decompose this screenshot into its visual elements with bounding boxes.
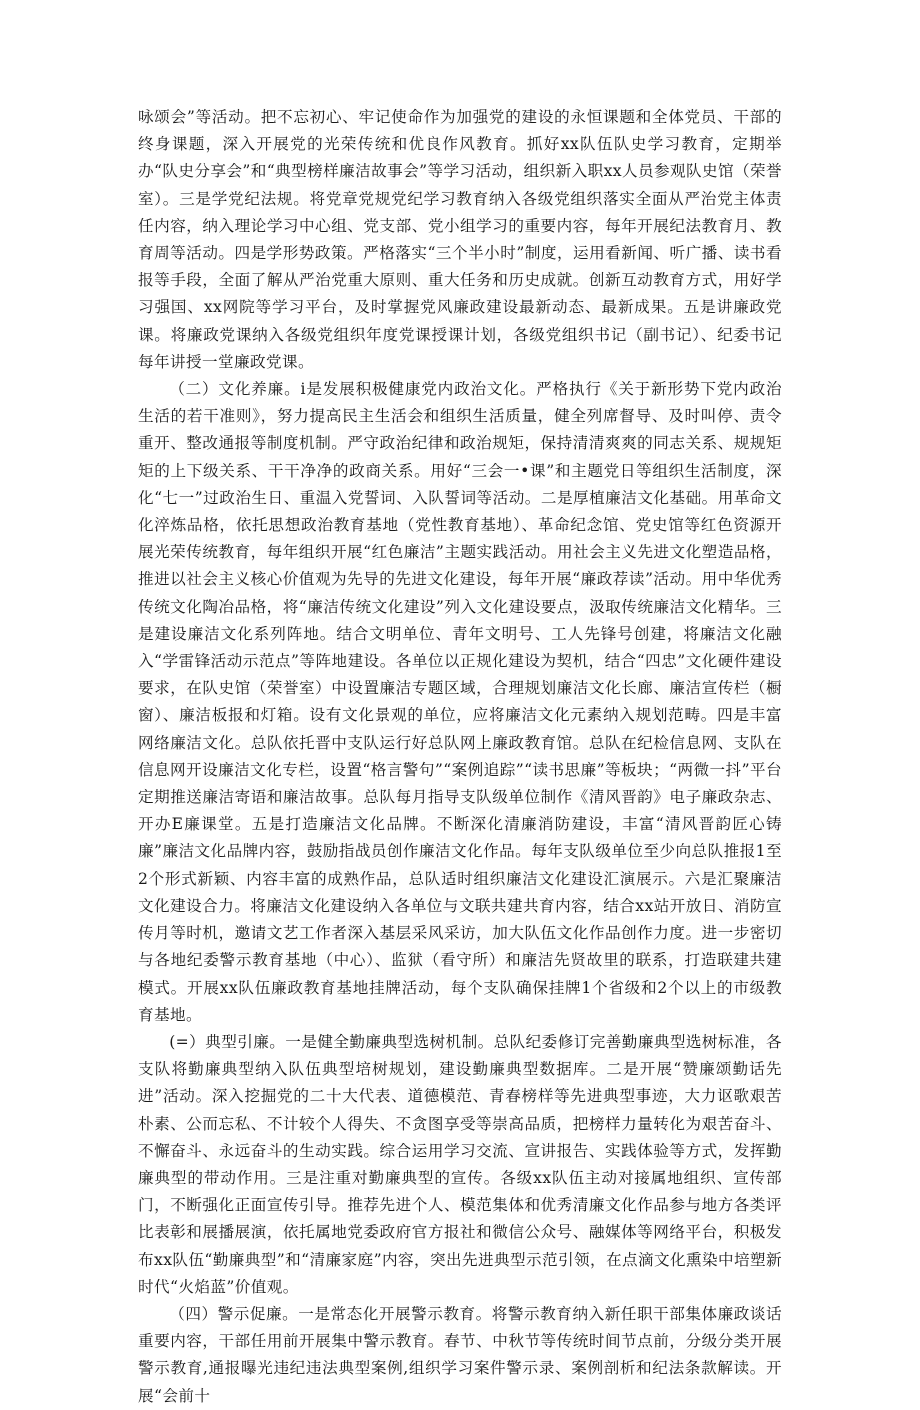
paragraph-culture-cultivates-integrity: （二）文化养廉。i是发展积极健康党内政治文化。严格执行《关于新形势下党内政治生活的若干准则》，努力提高民主生活会和组织生活质量，健全列席督导、及时叫停、责令重开、整改通报等制度机制。严守政治纪律和政治规矩，保持清清爽爽的同志关系、规规矩矩的上下级关系、干干净净的政商关系。用好“三会一•课”和主题党日等组织生活制度，深化“七一”过政治生日、重温入党誓词、入队誓词等活动。二是厚植廉洁文化基础。用革命文化淬炼品格，依托思想政治教育基地（党性教育基地）、革命纪念馆、党史馆等红色资源开展光荣传统教育，每年组织开展“红色廉洁”主题实践活动。用社会主义先进文化塑造品格，推进以社会主义核心价值观为先导的先进文化建设，每年开展“廉政荐读”活动。用中华优秀传统文化陶冶品格，将“廉洁传统文化建设”列入文化建设要点，汲取传统廉洁文化精华。三是建设廉洁文化系列阵地。结合文明单位、青年文明号、工人先锋号创建，将廉洁文化融入“学雷锋活动示范点”等阵地建设。各单位以正规化建设为契机，结合“四忠”文化硬件建设要求，在队史馆（荣誉室）中设置廉洁专题区域，合理规划廉洁文化长廊、廉洁宣传栏（橱窗）、廉洁板报和灯箱。设有文化景观的单位，应将廉洁文化元素纳入规划范畴。四是丰富网络廉洁文化。总队依托晋中支队运行好总队网上廉政教育馆。总队在纪检信息网、支队在信息网开设廉洁文化专栏，设置“格言警句”“案例追踪”“读书思廉”等板块；“两微一抖”平台定期推送廉洁寄语和廉洁故事。总队每月指导支队级单位制作《清风晋韵》电子廉政杂志、开办E廉课堂。五是打造廉洁文化品牌。不断深化清廉消防建设，丰富“清风晋韵匠心铸廉”廉洁文化品牌内容，鼓励指战员创作廉洁文化作品。每年支队级单位至少向总队推报1至2个形式新颖、内容丰富的成熟作品，总队适时组织廉洁文化建设汇演展示。六是汇聚廉洁文化建设合力。将廉洁文化建设纳入各单位与文联共建共育内容，结合xx站开放日、消防宣传月等时机，邀请文艺工作者深入基层采风采访，加大队伍文化作品创作力度。进一步密切与各地纪委警示教育基地（中心）、监狱（看守所）和廉洁先贤故里的联系，打造联建共建模式。开展xx队伍廉政教育基地挂牌活动，每个支队确保挂牌1个省级和2个以上的市级教育基地。 <box>138 380 782 1024</box>
paragraph-exemplars-guide-integrity: (=）典型引廉。一是健全勤廉典型选树机制。总队纪委修订完善勤廉典型选树标准，各支队将勤廉典型纳入队伍典型培树规划，建设勤廉典型数据库。二是开展“赞廉颂勤话先进”活动。深入挖掘党的二十大代表、道德模范、青春榜样等先进典型事迹，大力讴歌艰苦朴素、公而忘私、不计较个人得失、不贪图享受等崇高品质，把榜样力量转化为艰苦奋斗、不懈奋斗、永远奋斗的生动实践。综合运用学习交流、宣讲报告、实践体验等方式，发挥勤廉典型的带动作用。三是注重对勤廉典型的宣传。各级xx队伍主动对接属地组织、宣传部门，不断强化正面宣传引导。推荐先进个人、模范集体和优秀清廉文化作品参与地方各类评比表彰和展播展演，依托属地党委政府官方报社和微信公众号、融媒体等网络平台，积极发布xx队伍“勤廉典型”和“清廉家庭”内容，突出先进典型示范引领，在点滴文化熏染中培塑新时代“火焰蓝”价值观。 <box>138 1032 782 1296</box>
paragraph-warning-promotes-integrity: （四）警示促廉。一是常态化开展警示教育。将警示教育纳入新任职干部集体廉政谈话重要内容，干部任用前开展集中警示教育。春节、中秋节等传统时间节点前，分级分类开展警示教育,通报曝光违纪违法典型案例,组织学习案件警示录、案例剖析和纪法条款解读。开展“会前十 <box>138 1304 782 1405</box>
paragraph-study-party-discipline: 咏颂会”等活动。把不忘初心、牢记使命作为加强党的建设的永恒课题和全体党员、干部的终身课题，深入开展党的光荣传统和优良作风教育。抓好xx队伍队史学习教育，定期举办“队史分享会”和“典型榜样廉洁故事会”等学习活动，组织新入职xx人员参观队史馆（荣誉室）。三是学党纪法规。将党章党规党纪学习教育纳入各级党组织落实全面从严治党主体责任内容，纳入理论学习中心组、党支部、党小组学习的重要内容，每年开展纪法教育月、教育周等活动。四是学形势政策。严格落实“三个半小时”制度，运用看新闻、听广播、读书看报等手段，全面了解从严治党重大原则、重大任务和历史成就。创新互动教育方式，用好学习强国、xx网院等学习平台，及时掌握党风廉政建设最新动态、最新成果。五是讲廉政党课。将廉政党课纳入各级党组织年度党课授课计划，各级党组织书记（副书记）、纪委书记每年讲授一堂廉政党课。 <box>138 108 782 371</box>
